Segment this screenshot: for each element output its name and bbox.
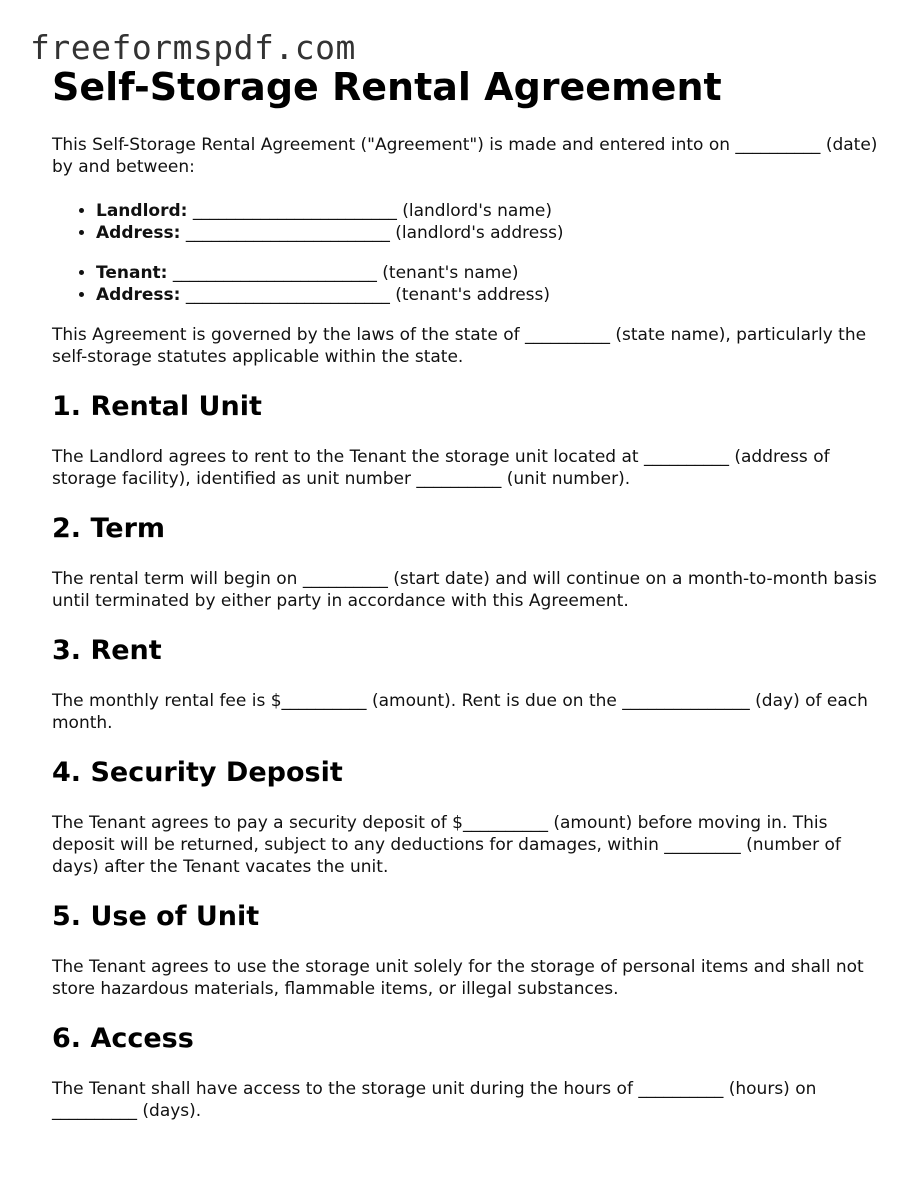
landlord-list bbox=[52, 200, 882, 244]
watermark-text: freeformspdf.com bbox=[30, 28, 356, 67]
intro-paragraph: This Self-Storage Rental Agreement ("Agreement") is made and entered into on __________ (date) by and between: bbox=[52, 135, 878, 177]
section-heading: 3. Rent bbox=[52, 635, 162, 666]
section-body: The Landlord agrees to rent to the Tenant the storage unit located at __________ (address of storage facility), identified as unit number __________ (unit number). bbox=[52, 447, 830, 489]
section-rent bbox=[52, 634, 882, 734]
section-heading: 1. Rental Unit bbox=[52, 391, 262, 422]
section-body: The monthly rental fee is $__________ (amount). Rent is due on the _______________ (day) of each month. bbox=[52, 691, 868, 733]
section-heading: 5. Use of Unit bbox=[52, 901, 260, 932]
tenant-name-blank: ________________________ (tenant's name) bbox=[167, 263, 519, 283]
section-body: The Tenant agrees to use the storage unit solely for the storage of personal items and shall not store hazardous materials, flammable items, or illegal substances. bbox=[52, 957, 864, 999]
governing-law-paragraph: This Agreement is governed by the laws of the state of __________ (state name), particularly the self-storage statutes applicable within the state. bbox=[52, 325, 867, 367]
tenant-address-item bbox=[96, 284, 882, 306]
document-body bbox=[52, 64, 882, 1144]
landlord-address-blank: ________________________ (landlord's address) bbox=[180, 223, 564, 243]
section-heading: 4. Security Deposit bbox=[52, 757, 343, 788]
section-body: The rental term will begin on __________ (start date) and will continue on a month-to-month basis until terminated by either party in accordance with this Agreement. bbox=[52, 569, 877, 611]
section-term bbox=[52, 512, 882, 612]
tenant-address-label: Address: bbox=[96, 285, 181, 305]
tenant-name-item bbox=[96, 262, 882, 284]
section-heading: 2. Term bbox=[52, 513, 166, 544]
tenant-list bbox=[52, 262, 882, 306]
section-heading: 6. Access bbox=[52, 1023, 194, 1054]
tenant-address-blank: ________________________ (tenant's address) bbox=[180, 285, 551, 305]
landlord-name-blank: ________________________ (landlord's name) bbox=[187, 201, 552, 221]
section-access bbox=[52, 1022, 882, 1122]
document-title: Self-Storage Rental Agreement bbox=[52, 65, 722, 109]
section-rental-unit bbox=[52, 390, 882, 490]
landlord-name-item bbox=[96, 200, 882, 222]
section-body: The Tenant agrees to pay a security deposit of $__________ (amount) before moving in. This deposit will be returned, subject to any deductions for damages, within _________ (number of days) after the Tenant vacates the unit. bbox=[52, 813, 841, 877]
landlord-address-label: Address: bbox=[96, 223, 181, 243]
landlord-name-label: Landlord: bbox=[96, 201, 188, 221]
tenant-name-label: Tenant: bbox=[96, 263, 168, 283]
landlord-address-item bbox=[96, 222, 882, 244]
section-use-of-unit bbox=[52, 900, 882, 1000]
section-body: The Tenant shall have access to the storage unit during the hours of __________ (hours) on __________ (days). bbox=[52, 1079, 817, 1121]
section-security-deposit bbox=[52, 756, 882, 878]
